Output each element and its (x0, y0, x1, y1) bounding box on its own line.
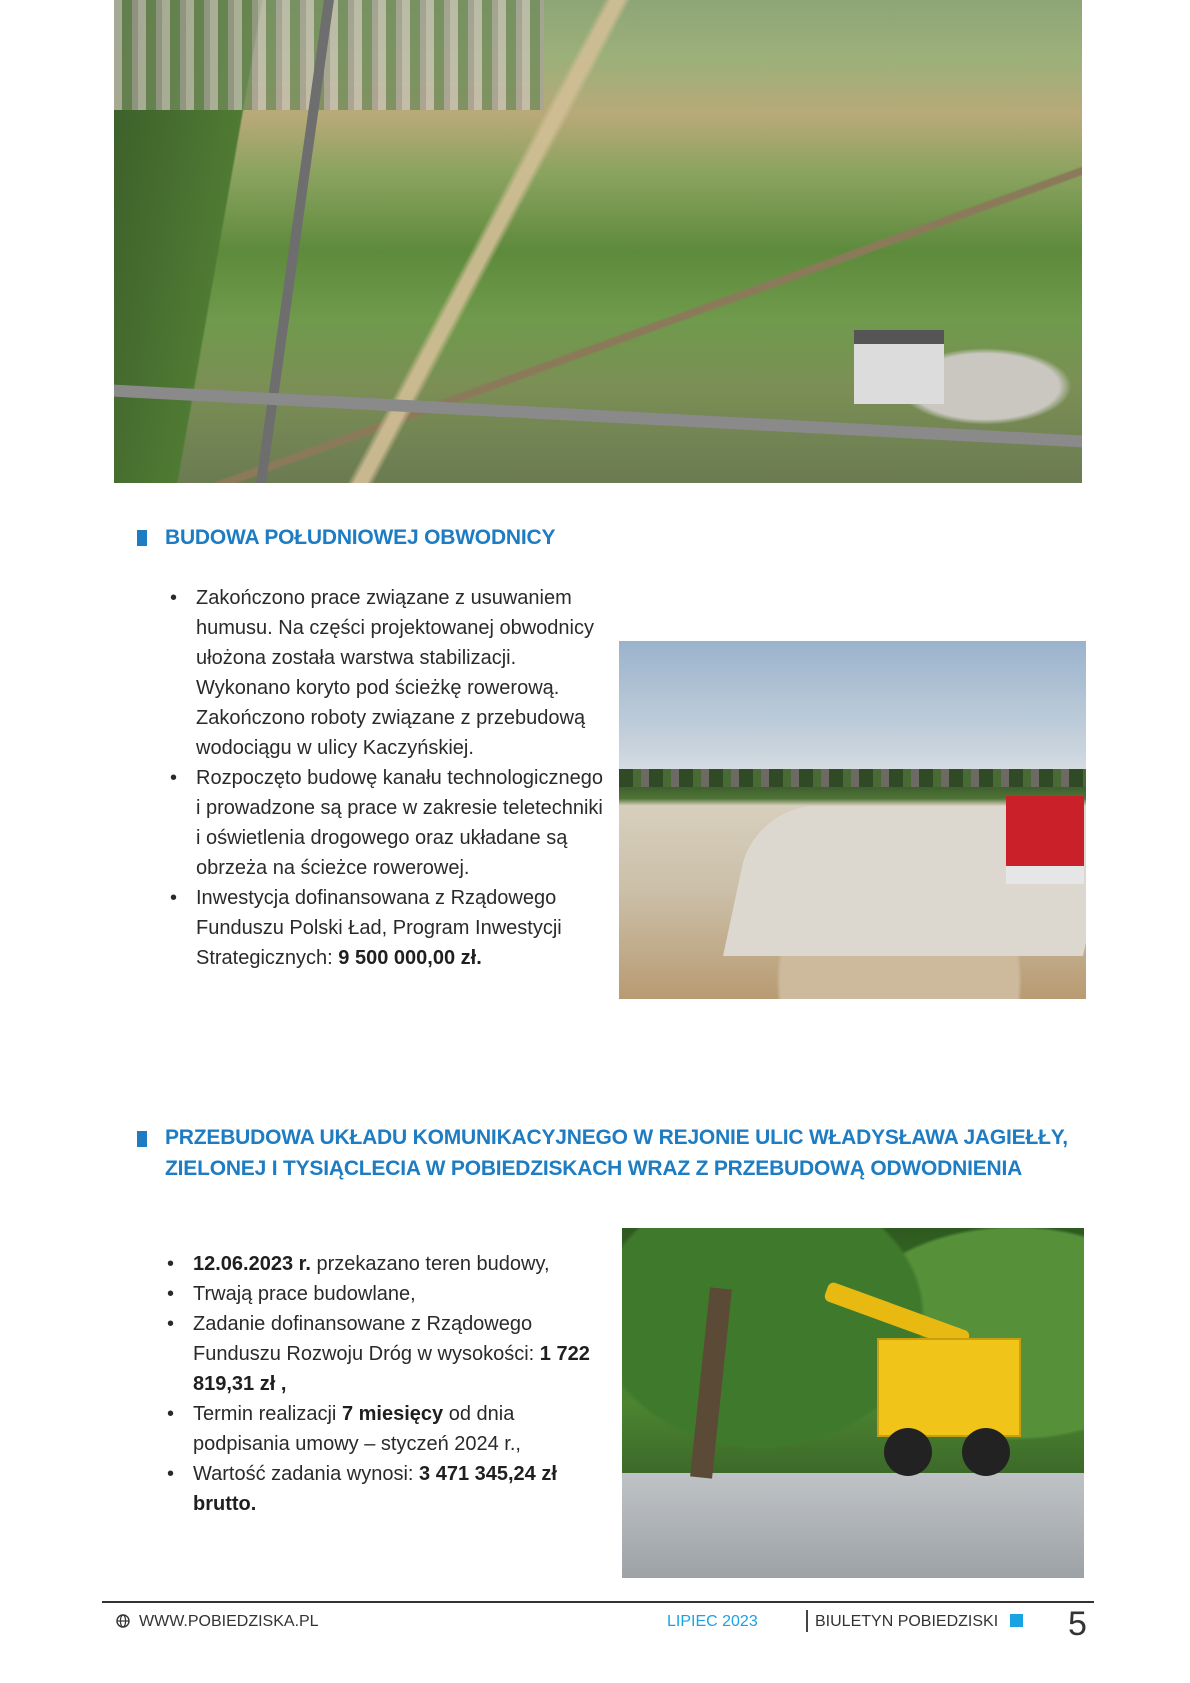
list-item: • Zadanie dofinansowane z Rządowego Funduszu Rozwoju Dróg w wysokości: 1 722 819,31 zł , (165, 1309, 605, 1399)
road-construction-photo (619, 641, 1086, 999)
issue-date: LIPIEC 2023 (667, 1613, 758, 1630)
excavator-photo (622, 1228, 1084, 1578)
list-item: • Wartość zadania wynosi: 3 471 345,24 zł brutto. (165, 1459, 605, 1519)
section-marker-icon (137, 1131, 147, 1147)
title-line-2: ZIELONEJ I TYSIĄCLECIA W POBIEDZISKACH WRAZ Z PRZEBUDOWĄ ODWODNIENIA (165, 1157, 1023, 1180)
globe-icon (116, 1614, 130, 1628)
publication-name: BIULETYN POBIEDZISKI (815, 1613, 999, 1630)
page-number: 5 (1068, 1605, 1087, 1643)
section-title-road-reconstruction (165, 1122, 1095, 1184)
title-line-1: PRZEBUDOWA UKŁADU KOMUNIKACYJNEGO W REJONIE ULIC WŁADYSŁAWA JAGIEŁŁY, (165, 1126, 1068, 1149)
list-item: • Termin realizacji 7 miesięcy od dnia podpisania umowy – styczeń 2024 r., (165, 1399, 605, 1459)
list-item: • Rozpoczęto budowę kanału technologicznego i prowadzone są prace w zakresie teletechniki i oświetlenia drogowego oraz układane są obrzeża na ścieżce rowerowej. (168, 763, 608, 883)
road-reconstruction-bullet-list (165, 1249, 605, 1519)
bypass-bullet-list (168, 583, 608, 973)
footer-divider (102, 1601, 1094, 1603)
list-item: • Inwestycja dofinansowana z Rządowego Funduszu Polski Ład, Program Inwestycji Strategicznych: 9 500 000,00 zł. (168, 883, 608, 973)
section-title-bypass: BUDOWA POŁUDNIOWEJ OBWODNICY (165, 526, 556, 549)
list-item: • Trwają prace budowlane, (165, 1279, 605, 1309)
list-item: • 12.06.2023 r. przekazano teren budowy, (165, 1249, 605, 1279)
footer-separator (806, 1610, 808, 1632)
website-link[interactable]: WWW.POBIEDZISKA.PL (139, 1613, 319, 1630)
square-marker-icon (1010, 1614, 1023, 1627)
section-marker-icon (137, 530, 147, 546)
list-item: • Zakończono prace związane z usuwaniem humusu. Na części projektowanej obwodnicy ułożona została warstwa stabilizacji. Wykonano koryto pod ścieżkę rowerową. Zakończono roboty związane z przebudową wodociągu w ulicy Kaczyńskiej. (168, 583, 608, 763)
aerial-photo-bypass (114, 0, 1082, 483)
